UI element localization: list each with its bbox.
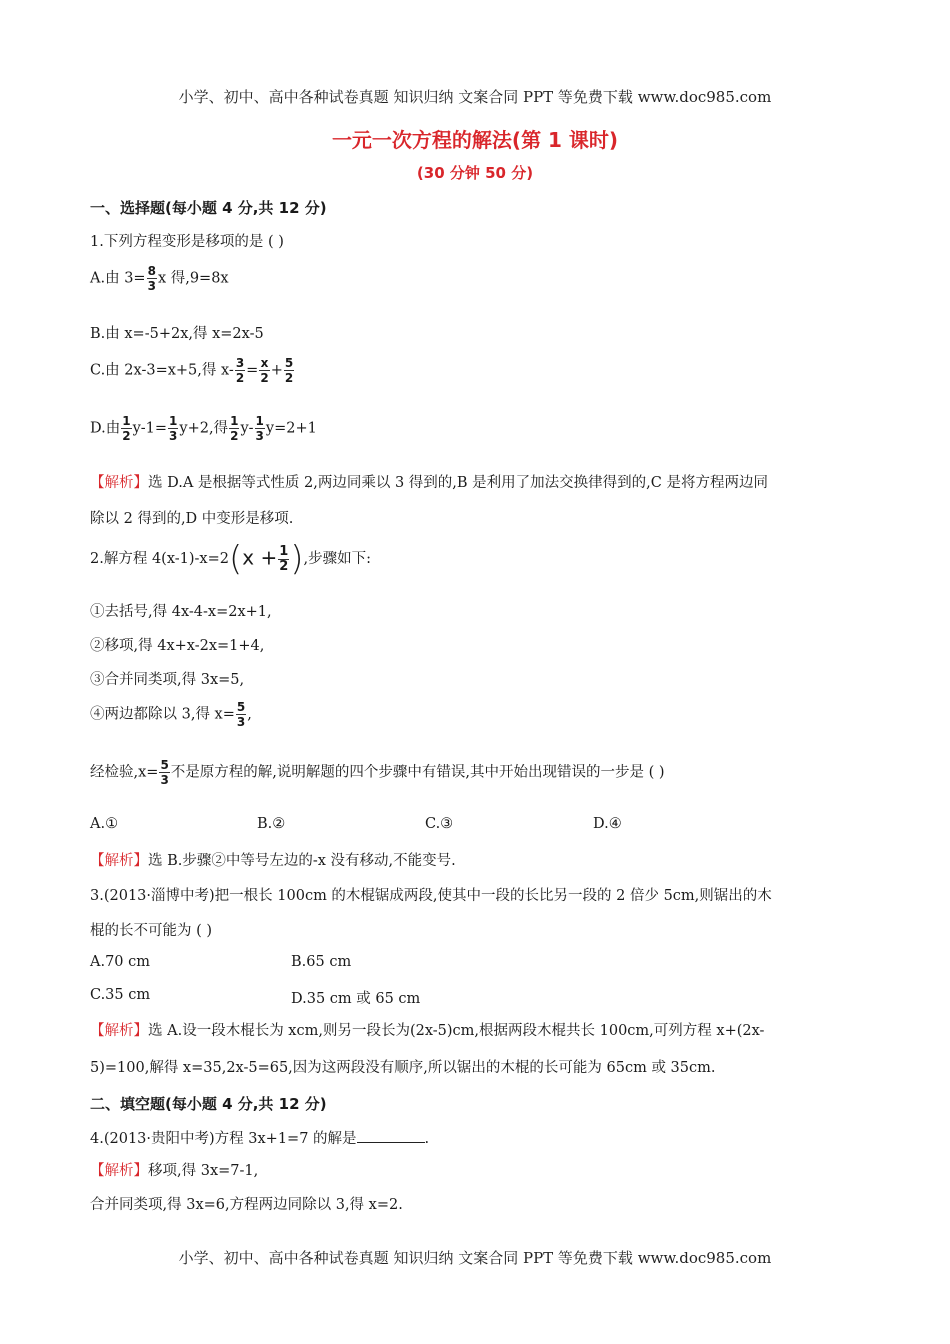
question-3-option-b: B.65 cm <box>291 954 352 970</box>
question-1-option-b: B.由 x=-5+2x,得 x=2x-5 <box>90 326 264 342</box>
question-1-analysis: 【解析】选 D.A 是根据等式性质 2,两边同乘以 3 得到的,B 是利用了加法交换律得到的,C 是将方程两边同 <box>90 475 768 491</box>
fraction: $\frac{1}{3}$ <box>169 414 178 443</box>
question-2-option-b: B.② <box>257 816 286 832</box>
section-heading-choice: 一、选择题(每小题 4 分,共 12 分) <box>90 199 327 217</box>
question-3-option-d: D.35 cm 或 65 cm <box>291 991 421 1007</box>
fraction: $\frac{3}{2}$ <box>235 356 245 385</box>
question-2-step-2: ②移项,得 4x+x-2x=1+4, <box>90 638 265 654</box>
question-2-step-3: ③合并同类项,得 3x=5, <box>90 672 245 688</box>
fraction: $\frac{1}{3}$ <box>255 414 264 443</box>
question-1-option-c: C.由 2x-3=x+5,得 x- $\frac{3}{2}$ = $\frac{x}{2}$ + $\frac{5}{2}$ <box>90 356 294 385</box>
question-2-stem: 2.解方程 4(x-1)-x=2(x + $\frac{1}{2}$ ),步骤如下: <box>90 539 372 579</box>
fraction: $\frac{8}{3}$ <box>147 264 156 293</box>
question-2-analysis: 【解析】选 B.步骤②中等号左边的-x 没有移动,不能变号. <box>90 853 456 869</box>
question-2-option-d: D.④ <box>593 816 622 832</box>
question-1-option-d: D.由 $\frac{1}{2}$ y-1= $\frac{1}{3}$ y+2,得 $\frac{1}{2}$ y- $\frac{1}{3}$ y=2+1 <box>90 414 317 443</box>
question-2-step-4: ④两边都除以 3,得 x= $\frac{5}{3}$ , <box>90 700 252 729</box>
fraction: $\frac{5}{3}$ <box>236 700 246 729</box>
page-title: 一元一次方程的解法(第 1 课时) <box>331 128 619 152</box>
question-1-stem: 1.下列方程变形是移项的是 ( ) <box>90 234 284 250</box>
question-3-stem-cont: 棍的长不可能为 ( ) <box>90 923 213 939</box>
fraction: $\frac{x}{2}$ <box>260 356 269 385</box>
question-3-stem: 3.(2013·淄博中考)把一根长 100cm 的木棍锯成两段,使其中一段的长比另一段的 2 倍少 5cm,则锯出的木 <box>90 888 772 904</box>
question-3-analysis: 【解析】选 A.设一段木棍长为 xcm,则另一段长为(2x-5)cm,根据两段木棍共长 100cm,可列方程 x+(2x- <box>90 1023 765 1039</box>
analysis-tag: 【解析】 <box>90 853 148 869</box>
fraction: $\frac{5}{3}$ <box>160 758 169 787</box>
analysis-tag: 【解析】 <box>90 475 148 491</box>
fraction: $\frac{1}{2}$ <box>122 414 131 443</box>
question-2-step-1: ①去括号,得 4x-4-x=2x+1, <box>90 604 272 620</box>
page-header: 小学、初中、高中各种试卷真题 知识归纳 文案合同 PPT 等免费下载 www.doc985.com <box>178 88 772 106</box>
question-3-option-c: C.35 cm <box>90 987 151 1003</box>
analysis-tag: 【解析】 <box>90 1163 148 1179</box>
question-3-analysis-cont: 5)=100,解得 x=35,2x-5=65,因为这两段没有顺序,所以锯出的木棍的长可能为 65cm 或 35cm. <box>90 1060 716 1076</box>
fraction: $\frac{1}{2}$ <box>230 414 239 443</box>
question-2-option-a: A.① <box>90 816 119 832</box>
analysis-tag: 【解析】 <box>90 1023 148 1039</box>
question-4-analysis-cont: 合并同类项,得 3x=6,方程两边同除以 3,得 x=2. <box>90 1197 403 1213</box>
page-footer: 小学、初中、高中各种试卷真题 知识归纳 文案合同 PPT 等免费下载 www.doc985.com <box>178 1249 772 1267</box>
answer-blank <box>357 1128 425 1143</box>
question-2-check: 经检验,x= $\frac{5}{3}$ 不是原方程的解,说明解题的四个步骤中有错误,其中开始出现错误的一步是 ( ) <box>90 758 665 787</box>
question-3-option-a: A.70 cm <box>90 954 151 970</box>
question-1-option-a: A.由 3= $\frac{8}{3}$ x 得,9=8x <box>90 264 229 293</box>
question-1-analysis-cont: 除以 2 得到的,D 中变形是移项. <box>90 511 294 527</box>
fraction: $\frac{5}{2}$ <box>284 356 294 385</box>
question-4-stem: 4.(2013·贵阳中考)方程 3x+1=7 的解是 . <box>90 1127 429 1148</box>
question-2-option-c: C.③ <box>425 816 454 832</box>
page-subtitle: (30 分钟 50 分) <box>416 164 534 182</box>
section-heading-fill: 二、填空题(每小题 4 分,共 12 分) <box>90 1095 327 1113</box>
parenthesized-expression: (x + $\frac{1}{2}$ ) <box>228 539 304 579</box>
question-4-analysis: 【解析】移项,得 3x=7-1, <box>90 1163 259 1179</box>
